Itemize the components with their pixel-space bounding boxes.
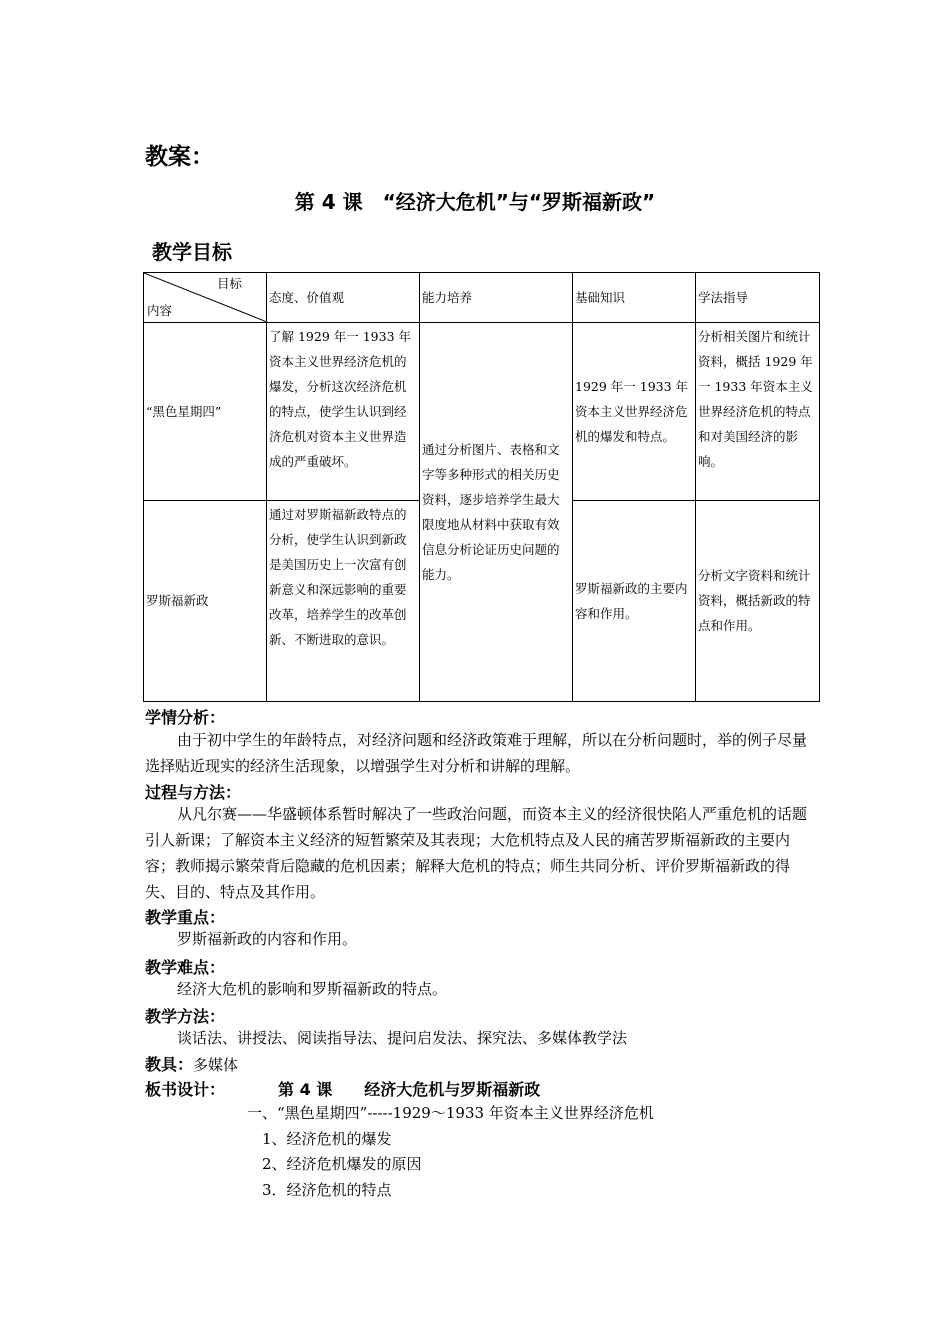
table-header-row — [144, 273, 820, 323]
section-heading-methods: 教学方法： — [145, 1007, 226, 1026]
section-text-process: 从凡尔赛——华盛顿体系暂时解决了一些政治问题，而资本主义的经济很快陷人严重危机的话题引人新课；了解资本主义经济的短暂繁荣及其表现；大危机特点及人民的痛苦罗斯福新政的主要内容；教师揭示繁荣背后隐藏的危机因素；解释大危机的特点；师生共同分析、评价罗斯福新政的得失、目的、特点及其作用。 — [145, 805, 808, 901]
board-item: 1、经济危机的爆发 — [262, 1130, 392, 1148]
tools-heading: 教具： — [145, 1055, 194, 1074]
lesson-title: 第 4 课 “经济大危机”与“罗斯福新政” — [294, 190, 656, 214]
board-heading: 板书设计： — [145, 1080, 226, 1099]
header-knowledge: 基础知识 — [573, 273, 696, 323]
row-attitude: 通过对罗斯福新政特点的分析，使学生认识到新政是美国历史上一次富有创新意义和深远影响的重要改革，培养学生的改革创新、不断进取的意识。 — [267, 500, 420, 701]
header-method: 学法指导 — [696, 273, 820, 323]
row-label-new-deal: 罗斯福新政 — [144, 500, 267, 701]
header-attitude: 态度、价值观 — [267, 273, 420, 323]
board-item: 2、经济危机爆发的原因 — [262, 1155, 422, 1173]
row-knowledge: 罗斯福新政的主要内容和作用。 — [573, 500, 696, 701]
row-method: 分析文字资料和统计资料，概括新政的特点和作用。 — [696, 500, 820, 701]
row-label-black-thursday: “黑色星期四” — [144, 323, 267, 500]
tools-text: 多媒体 — [193, 1056, 239, 1074]
row-knowledge: 1929 年一 1933 年资本主义世界经济危机的爆发和特点。 — [573, 323, 696, 500]
section-text-analysis: 由于初中学生的年龄特点，对经济问题和经济政策难于理解，所以在分析问题时，举的例子尽量选择贴近现实的经济生活现象，以增强学生对分析和讲解的理解。 — [145, 731, 808, 775]
corner-bottom-label: 内容 — [147, 303, 173, 319]
section-heading-process: 过程与方法： — [145, 783, 242, 802]
section-text-methods: 谈话法、讲授法、阅读指导法、提问启发法、探究法、多媒体教学法 — [177, 1029, 628, 1047]
corner-cell — [144, 273, 267, 323]
board-item: 3．经济危机的特点 — [262, 1181, 392, 1199]
doc-heading: 教案： — [145, 144, 214, 170]
board-section-1: 一、“黑色星期四”-----1929～1933 年资本主义世界经济危机 — [247, 1104, 654, 1122]
row-attitude: 了解 1929 年一 1933 年资本主义世界经济危机的爆发，分析这次经济危机的特点，使学生认识到经济危机对资本主义世界造成的严重破坏。 — [267, 323, 420, 500]
section-text-key: 罗斯福新政的内容和作用。 — [177, 930, 358, 948]
section-text-difficult: 经济大危机的影响和罗斯福新政的特点。 — [177, 980, 448, 998]
tools-line — [145, 1052, 238, 1078]
ability-cell: 通过分析图片、表格和文字等多种形式的相关历史资料，逐步培养学生最大限度地从材料中获取有效信息分析论证历史问题的能力。 — [420, 323, 573, 702]
row-method: 分析相关图片和统计资料，概括 1929 年一 1933 年资本主义世界经济危机的特点和对美国经济的影响。 — [696, 323, 820, 500]
teaching-goals-table — [143, 272, 820, 702]
goals-heading: 教学目标 — [152, 240, 232, 264]
corner-top-label: 目标 — [216, 276, 242, 291]
header-ability: 能力培养 — [420, 273, 573, 323]
section-heading-key: 教学重点： — [145, 908, 226, 927]
section-heading-analysis: 学情分析： — [145, 708, 226, 727]
board-title: 第 4 课 经济大危机与罗斯福新政 — [278, 1080, 541, 1099]
table-row — [144, 323, 820, 500]
section-heading-difficult: 教学难点： — [145, 958, 226, 977]
